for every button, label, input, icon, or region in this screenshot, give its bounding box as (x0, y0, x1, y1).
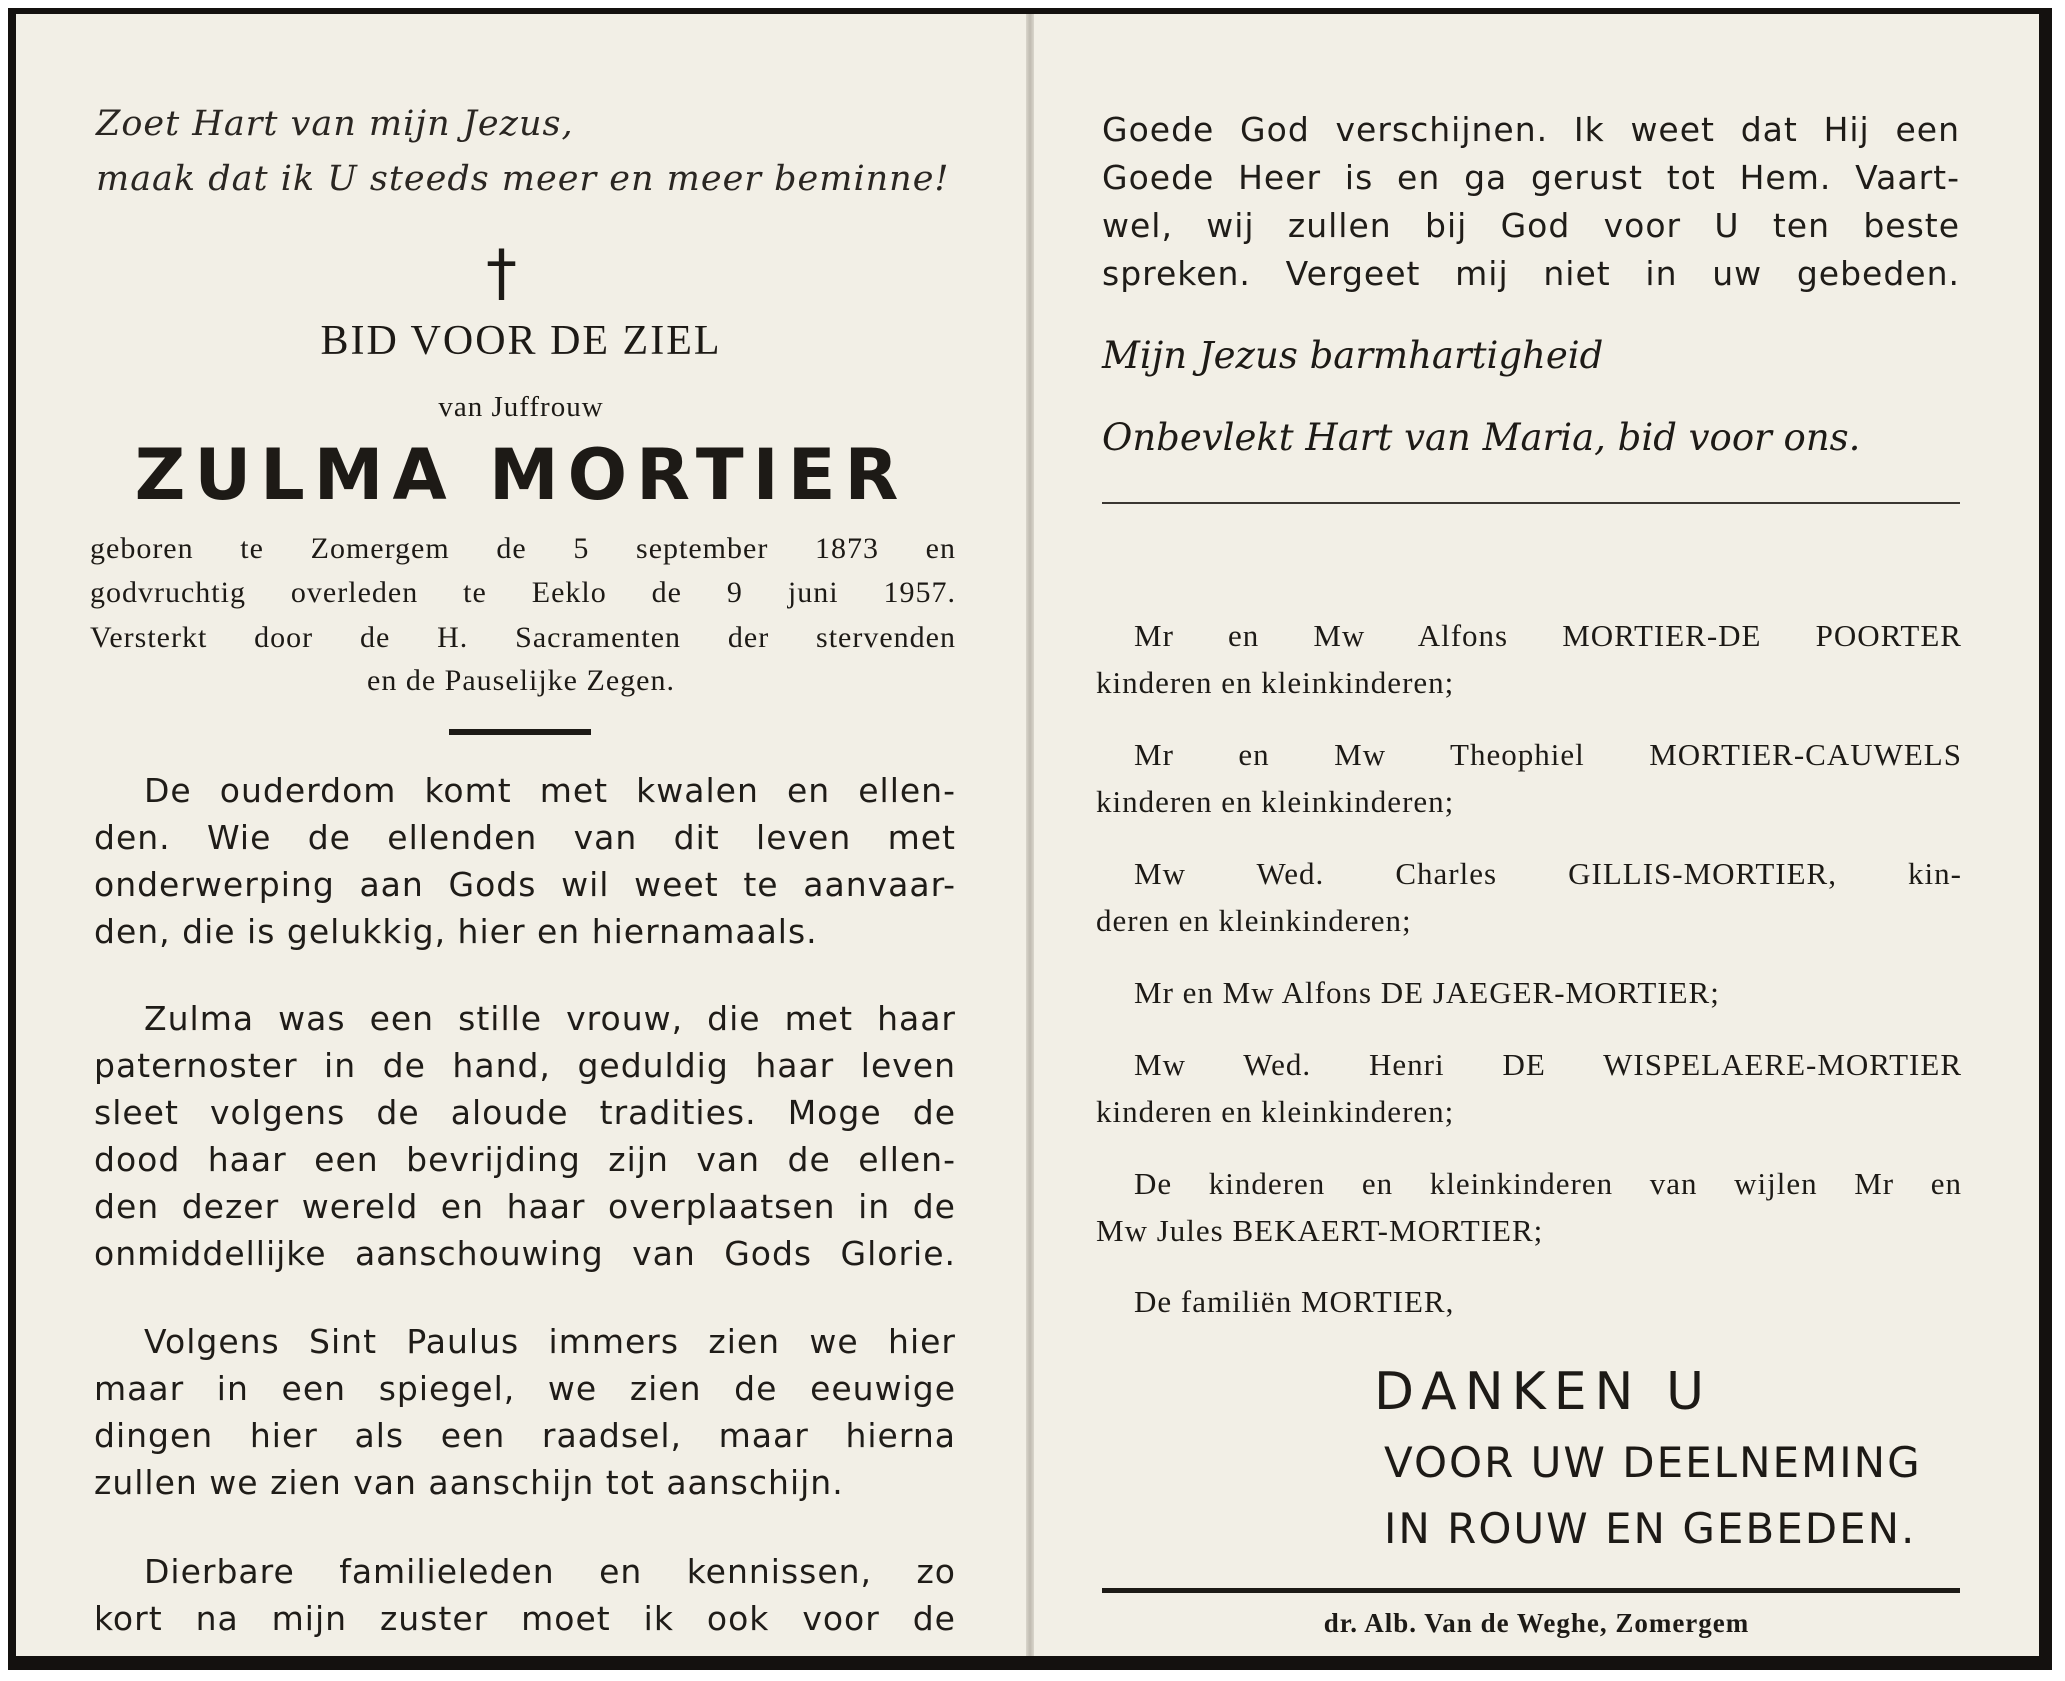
thanks-line-1: VOOR UW DEELNEMING (1384, 1438, 1922, 1487)
van-juffrouw-text: van Juffrouw (438, 391, 604, 423)
paragraph-2-line-5: den dezer wereld en haar overplaatsen in de (94, 1187, 956, 1226)
prayer-jezus: Mijn Jezus barmhartigheid (1102, 334, 1604, 377)
prayer-maria: Onbevlekt Hart van Maria, bid voor ons. (1102, 416, 1861, 459)
paragraph-1-line-2: den. Wie de ellenden van dit leven met (94, 818, 956, 857)
family-line-10: De kinderen en kleinkinderen van wijlen Mr en (1134, 1166, 1962, 1201)
card-fold (1026, 14, 1034, 1656)
family-line-6: deren en kleinkinderen; (1096, 903, 1412, 938)
invocation-line-1: Zoet Hart van mijn Jezus, (96, 104, 574, 144)
family-line-9: kinderen en kleinkinderen; (1096, 1094, 1455, 1129)
right-paragraph-line-3: wel, wij zullen bij God voor U ten beste (1102, 206, 1960, 245)
sacraments-line: Versterkt door de H. Sacramenten der stervenden (90, 621, 956, 654)
family-line-2: kinderen en kleinkinderen; (1096, 665, 1455, 700)
left-page (16, 14, 1026, 1656)
birth-line: geboren te Zomergem de 5 september 1873 en (90, 532, 956, 565)
paragraph-3-line-2: maar in een spiegel, we zien de eeuwige (94, 1369, 956, 1408)
family-line-5: Mw Wed. Charles GILLIS-MORTIER, kin- (1134, 856, 1962, 891)
blessing-line: en de Pauselijke Zegen. (367, 664, 675, 697)
family-line-3: Mr en Mw Theophiel MORTIER-CAUWELS (1134, 737, 1962, 772)
paragraph-2-line-4: dood haar een bevrijding zijn van de ellen- (94, 1140, 956, 1179)
divider-bar (449, 729, 591, 735)
right-paragraph-line-1: Goede God verschijnen. Ik weet dat Hij een (1102, 110, 1960, 149)
paragraph-2-line-2: paternoster in de hand, geduldig haar leven (94, 1046, 956, 1085)
paragraph-3-line-1: Volgens Sint Paulus immers zien we hier (144, 1322, 956, 1361)
printer-credit: dr. Alb. Van de Weghe, Zomergem (1323, 1608, 1750, 1638)
right-page (1034, 14, 2039, 1656)
thanks-line-2: IN ROUW EN GEBEDEN. (1384, 1504, 1917, 1553)
divider-line (1102, 502, 1960, 504)
right-paragraph-line-4: spreken. Vergeet mij niet in uw gebeden. (1102, 254, 1960, 293)
paragraph-2-line-6: onmiddellijke aanschouwing van Gods Glorie. (94, 1234, 956, 1273)
family-line-7: Mr en Mw Alfons DE JAEGER-MORTIER; (1134, 975, 1720, 1010)
family-line-4: kinderen en kleinkinderen; (1096, 784, 1455, 819)
family-line-8: Mw Wed. Henri DE WISPELAERE-MORTIER (1134, 1047, 1962, 1082)
paragraph-4-line-1: Dierbare familieleden en kennissen, zo (144, 1552, 956, 1591)
right-paragraph-line-2: Goede Heer is en ga gerust tot Hem. Vaart- (1102, 158, 1960, 197)
paragraph-4-line-2: kort na mijn zuster moet ik ook voor de (94, 1599, 956, 1638)
danken-u-heading: DANKEN U (1374, 1362, 1713, 1422)
paragraph-3-line-4: zullen we zien van aanschijn tot aanschijn. (94, 1463, 844, 1502)
family-line-12: De familiën MORTIER, (1134, 1284, 1455, 1319)
death-line: godvruchtig overleden te Eeklo de 9 juni 1957. (90, 576, 956, 609)
family-line-11: Mw Jules BEKAERT-MORTIER; (1096, 1213, 1544, 1248)
paragraph-1-line-3: onderwerping aan Gods wil weet te aanvaar- (94, 865, 956, 904)
paragraph-3-line-3: dingen hier als een raadsel, maar hierna (94, 1416, 956, 1455)
bid-voor-de-ziel-heading: BID VOOR DE ZIEL (320, 318, 722, 364)
footer-rule (1102, 1588, 1960, 1593)
paragraph-1-line-4: den, die is gelukkig, hier en hiernamaals. (94, 912, 818, 951)
paragraph-2-line-1: Zulma was een stille vrouw, die met haar (144, 999, 956, 1038)
paragraph-1-line-1: De ouderdom komt met kwalen en ellen- (144, 771, 956, 810)
invocation-line-2: maak dat ik U steeds meer en meer beminne! (96, 159, 950, 199)
cross-icon: † (486, 236, 517, 309)
family-line-1: Mr en Mw Alfons MORTIER-DE POORTER (1134, 618, 1962, 653)
memorial-card (8, 8, 2052, 1670)
deceased-name: ZULMA MORTIER (134, 434, 908, 516)
paragraph-2-line-3: sleet volgens de aloude tradities. Moge de (94, 1093, 956, 1132)
